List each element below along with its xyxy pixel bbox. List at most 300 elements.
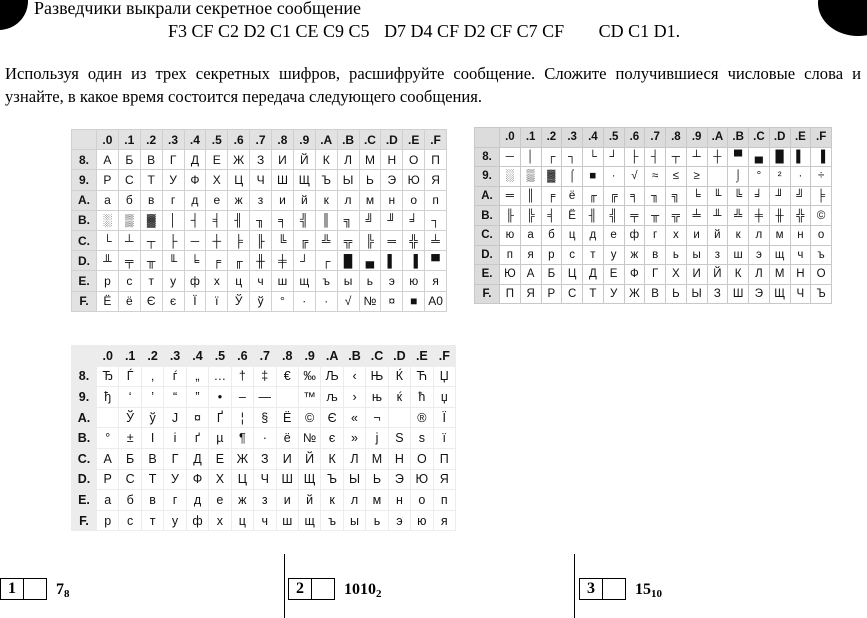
table-row: [475, 147, 832, 167]
row-header: 8.: [475, 147, 500, 167]
code-cell: Г: [164, 448, 186, 469]
code-cell: о: [403, 190, 425, 210]
code-cell: м: [359, 190, 381, 210]
code-cell: А: [520, 265, 541, 285]
row-header: A.: [72, 190, 97, 210]
code-cell: о: [811, 225, 832, 245]
table-row: [475, 186, 832, 206]
column-header: [72, 346, 97, 367]
code-cell: з: [707, 245, 728, 265]
code-cell: д: [583, 225, 604, 245]
code-cell: ┘: [603, 147, 624, 167]
code-cell: м: [366, 490, 388, 511]
code-cell: №: [298, 428, 320, 449]
column-header: .B: [728, 128, 749, 148]
task-text: Используя один из трех секретных шифров, расшифруйте сообщение. Сложите получившиеся числовые слова и узнайте, в какое время состоится передача следующего сообщения.: [5, 64, 861, 106]
code-cell: ѓ: [164, 366, 186, 387]
code-cell: П: [425, 150, 447, 170]
code-cell: У: [164, 469, 186, 490]
code-cell: ≥: [686, 167, 707, 187]
code-cell: Њ: [366, 366, 388, 387]
code-cell: Ї: [433, 407, 455, 428]
row-header: C.: [72, 230, 97, 250]
code-cell: ш: [728, 245, 749, 265]
code-cell: ъ: [811, 245, 832, 265]
answer-checkbox[interactable]: [23, 578, 47, 600]
code-cell: П: [500, 284, 521, 304]
code-cell: §: [254, 407, 276, 428]
code-cell: ╞: [811, 186, 832, 206]
code-cell: ╪: [749, 206, 770, 226]
code-cell: й: [298, 490, 320, 511]
code-cell: Љ: [321, 366, 343, 387]
message-word-2: D7 D4 CF D2 CF C7 CF: [384, 21, 565, 41]
code-cell: Я: [520, 284, 541, 304]
column-header: .E: [411, 346, 433, 367]
code-cell: Ш: [276, 469, 298, 490]
code-cell: ј: [366, 428, 388, 449]
code-cell: ┬: [666, 147, 687, 167]
code-cell: Ј: [164, 407, 186, 428]
code-cell: ┌: [315, 251, 337, 271]
code-cell: і: [164, 428, 186, 449]
code-cell: Щ: [769, 284, 790, 304]
row-header: B.: [475, 206, 500, 226]
code-cell: Х: [666, 265, 687, 285]
answer-value: $1010_2$: [344, 581, 382, 600]
code-cell: б: [118, 190, 140, 210]
code-cell: є: [162, 291, 184, 311]
code-cell: э: [381, 271, 403, 291]
code-cell: ж: [231, 490, 253, 511]
code-cell: Ь: [359, 170, 381, 190]
code-cell: С: [562, 284, 583, 304]
code-cell: Ы: [686, 284, 707, 304]
code-cell: ·: [254, 428, 276, 449]
code-cell: х: [209, 510, 231, 531]
code-cell: Д: [583, 265, 604, 285]
code-cell: ║: [315, 210, 337, 230]
message-word-3: CD C1 D1.: [598, 21, 681, 41]
code-cell: ╓: [583, 186, 604, 206]
code-cell: Д: [186, 448, 208, 469]
code-cell: І: [141, 428, 163, 449]
code-cell: у: [603, 245, 624, 265]
code-cell: В: [140, 150, 162, 170]
code-cell: с: [562, 245, 583, 265]
code-cell: Ю: [411, 469, 433, 490]
code-cell: ћ: [411, 387, 433, 408]
code-cell: й: [293, 190, 315, 210]
answer-checkbox[interactable]: [311, 578, 335, 600]
code-cell: Ё: [97, 291, 119, 311]
code-cell: Х: [209, 469, 231, 490]
code-cell: К: [321, 448, 343, 469]
code-cell: ╧: [425, 230, 447, 250]
code-cell: т: [140, 271, 162, 291]
code-cell: —: [254, 387, 276, 408]
code-cell: ╗: [337, 210, 359, 230]
code-cell: ⌡: [728, 167, 749, 187]
code-cell: └: [583, 147, 604, 167]
code-cell: Б: [541, 265, 562, 285]
table-row: [72, 291, 447, 311]
code-cell: ь: [666, 245, 687, 265]
code-cell: °: [97, 428, 119, 449]
code-cell: Н: [388, 448, 410, 469]
code-cell: Ъ: [315, 170, 337, 190]
code-cell: ©: [811, 206, 832, 226]
code-cell: ф: [186, 510, 208, 531]
code-cell: ф: [624, 225, 645, 245]
code-cell: Ч: [254, 469, 276, 490]
code-cell: ¦: [231, 407, 253, 428]
code-cell: ╧: [686, 206, 707, 226]
code-cell: ╚: [272, 230, 294, 250]
code-cell: ░: [97, 210, 119, 230]
code-cell: ґ: [186, 428, 208, 449]
code-cell: А: [97, 448, 119, 469]
code-cell: Й: [298, 448, 320, 469]
code-cell: Ы: [337, 170, 359, 190]
code-cell: Й: [293, 150, 315, 170]
code-cell: ▐: [811, 147, 832, 167]
code-cell: ”: [186, 387, 208, 408]
code-cell: М: [359, 150, 381, 170]
code-cell: Н: [381, 150, 403, 170]
code-cell: Є: [321, 407, 343, 428]
table-row: [475, 225, 832, 245]
table-row: [72, 251, 447, 271]
code-cell: ╛: [749, 186, 770, 206]
code-cell: В: [141, 448, 163, 469]
code-cell: ·: [790, 167, 811, 187]
column-header: .8: [272, 130, 294, 150]
code-cell: Ќ: [388, 366, 410, 387]
code-cell: [97, 407, 119, 428]
code-cell: у: [162, 271, 184, 291]
code-cell: г: [645, 225, 666, 245]
code-cell: Т: [140, 170, 162, 190]
code-cell: ┐: [425, 210, 447, 230]
column-header: .1: [119, 346, 141, 367]
code-cell: Л: [337, 150, 359, 170]
column-header: .2: [541, 128, 562, 148]
code-cell: Ў: [119, 407, 141, 428]
code-cell: Ю: [403, 170, 425, 190]
code-cell: ╢: [583, 206, 604, 226]
column-header: .B: [343, 346, 365, 367]
code-cell: ┌: [541, 147, 562, 167]
cipher-table-1: [71, 129, 447, 312]
code-cell: ¶: [231, 428, 253, 449]
secret-message: [168, 21, 680, 41]
code-cell: ╫: [250, 251, 272, 271]
code-cell: Ц: [231, 469, 253, 490]
code-cell: ═: [381, 230, 403, 250]
code-cell: Ф: [184, 170, 206, 190]
code-cell: Џ: [433, 366, 455, 387]
table-header-row: [475, 128, 832, 148]
code-cell: ф: [184, 271, 206, 291]
code-cell: Р: [541, 284, 562, 304]
code-cell: ╬: [403, 230, 425, 250]
code-cell: ∙: [293, 291, 315, 311]
code-cell: ╖: [250, 210, 272, 230]
column-header: .3: [164, 346, 186, 367]
table-header-row: [72, 346, 456, 367]
column-header: .A: [321, 346, 343, 367]
code-cell: К: [728, 265, 749, 285]
code-cell: ≈: [645, 167, 666, 187]
code-cell: ы: [337, 271, 359, 291]
code-cell: ╢: [228, 210, 250, 230]
answer-number: 2: [288, 578, 312, 600]
table-row: [475, 206, 832, 226]
code-cell: ъ: [315, 271, 337, 291]
code-cell: ─: [500, 147, 521, 167]
code-cell: Й: [707, 265, 728, 285]
table-row: [72, 490, 456, 511]
column-header: .B: [337, 130, 359, 150]
column-header: .3: [162, 130, 184, 150]
code-cell: ц: [228, 271, 250, 291]
code-cell: ▄: [359, 251, 381, 271]
code-cell: ю: [411, 510, 433, 531]
code-cell: ╛: [403, 210, 425, 230]
code-cell: ®: [411, 407, 433, 428]
row-header: A.: [72, 407, 97, 428]
table-row: [72, 271, 447, 291]
code-cell: у: [164, 510, 186, 531]
code-cell: ▀: [425, 251, 447, 271]
table-row: [475, 265, 832, 285]
code-cell: Д: [184, 150, 206, 170]
column-header: .F: [811, 128, 832, 148]
code-cell: и: [272, 190, 294, 210]
code-cell: ╠: [359, 230, 381, 250]
code-cell: Ъ: [321, 469, 343, 490]
code-cell: ж: [624, 245, 645, 265]
code-cell: в: [140, 190, 162, 210]
code-cell: а: [97, 490, 119, 511]
code-cell: ╨: [97, 251, 119, 271]
code-cell: [707, 167, 728, 187]
column-header: .3: [562, 128, 583, 148]
column-header: .F: [425, 130, 447, 150]
row-header: C.: [72, 448, 97, 469]
code-cell: €: [276, 366, 298, 387]
column-header: .1: [118, 130, 140, 150]
code-cell: ▒: [520, 167, 541, 187]
code-cell: Ф: [186, 469, 208, 490]
column-header: .4: [186, 346, 208, 367]
code-cell: Ё: [562, 206, 583, 226]
code-cell: •: [209, 387, 231, 408]
column-header: .7: [250, 130, 272, 150]
code-cell: ╙: [162, 251, 184, 271]
column-header: .8: [666, 128, 687, 148]
code-cell: П: [433, 448, 455, 469]
code-cell: ы: [343, 510, 365, 531]
code-cell: │: [162, 210, 184, 230]
code-cell: »: [343, 428, 365, 449]
code-cell: ╤: [118, 251, 140, 271]
answer-checkbox[interactable]: [602, 578, 626, 600]
code-cell: ©: [298, 407, 320, 428]
row-header: 9.: [72, 387, 97, 408]
code-cell: о: [411, 490, 433, 511]
code-cell: н: [790, 225, 811, 245]
code-cell: Я: [433, 469, 455, 490]
code-cell: ╘: [686, 186, 707, 206]
code-cell: Ц: [228, 170, 250, 190]
code-cell: Н: [790, 265, 811, 285]
code-cell: М: [366, 448, 388, 469]
code-cell: г: [164, 490, 186, 511]
code-cell: З: [707, 284, 728, 304]
code-cell: ╟: [500, 206, 521, 226]
answer-value: $15_{10}$: [635, 581, 662, 600]
table-row: [72, 170, 447, 190]
code-cell: ┐: [562, 147, 583, 167]
code-cell: ╫: [769, 206, 790, 226]
code-cell: М: [769, 265, 790, 285]
code-cell: ѕ: [411, 428, 433, 449]
code-cell: р: [541, 245, 562, 265]
code-cell: з: [250, 190, 272, 210]
code-cell: ™: [298, 387, 320, 408]
code-cell: н: [381, 190, 403, 210]
code-cell: п: [425, 190, 447, 210]
row-header: B.: [72, 428, 97, 449]
code-cell: б: [541, 225, 562, 245]
code-cell: Г: [162, 150, 184, 170]
code-cell: ч: [790, 245, 811, 265]
code-cell: ╠: [520, 206, 541, 226]
code-cell: ¤: [186, 407, 208, 428]
code-cell: ┘: [293, 251, 315, 271]
code-cell: █: [337, 251, 359, 271]
code-cell: И: [272, 150, 294, 170]
code-cell: в: [141, 490, 163, 511]
code-cell: љ: [321, 387, 343, 408]
code-cell: Э: [388, 469, 410, 490]
code-cell: ╖: [645, 186, 666, 206]
row-header: D.: [72, 469, 97, 490]
code-cell: «: [343, 407, 365, 428]
code-cell: ы: [686, 245, 707, 265]
table-row: [475, 284, 832, 304]
table-row: [72, 407, 456, 428]
code-cell: ‰: [298, 366, 320, 387]
row-header: D.: [72, 251, 97, 271]
code-cell: З: [254, 448, 276, 469]
code-cell: ю: [500, 225, 521, 245]
code-cell: ▓: [140, 210, 162, 230]
code-cell: °: [272, 291, 294, 311]
code-cell: Е: [206, 150, 228, 170]
code-cell: ∙: [603, 167, 624, 187]
code-cell: ▒: [118, 210, 140, 230]
code-cell: ÷: [811, 167, 832, 187]
code-cell: ║: [520, 186, 541, 206]
table-row: [72, 448, 456, 469]
code-cell: A0: [425, 291, 447, 311]
code-cell: О: [811, 265, 832, 285]
code-cell: ‘: [119, 387, 141, 408]
code-cell: ‚: [141, 366, 163, 387]
code-cell: э: [388, 510, 410, 531]
code-cell: ╜: [381, 210, 403, 230]
code-cell: ├: [624, 147, 645, 167]
answer-divider-2: [574, 554, 575, 618]
code-cell: └: [97, 230, 119, 250]
code-cell: ╜: [769, 186, 790, 206]
code-cell: р: [97, 510, 119, 531]
code-cell: ю: [403, 271, 425, 291]
code-cell: ш: [272, 271, 294, 291]
code-cell: √: [624, 167, 645, 187]
code-cell: к: [315, 190, 337, 210]
code-cell: ▀: [728, 147, 749, 167]
column-header: .D: [381, 130, 403, 150]
code-cell: а: [520, 225, 541, 245]
code-cell: Б: [119, 448, 141, 469]
code-cell: И: [686, 265, 707, 285]
code-cell: ╣: [293, 210, 315, 230]
answer-number: 1: [0, 578, 24, 600]
code-cell: й: [707, 225, 728, 245]
row-header: F.: [475, 284, 500, 304]
column-header: .A: [707, 128, 728, 148]
code-cell: я: [520, 245, 541, 265]
code-cell: ё: [562, 186, 583, 206]
code-cell: ╚: [728, 186, 749, 206]
code-cell: ═: [500, 186, 521, 206]
code-cell: ┼: [206, 230, 228, 250]
code-cell: Э: [749, 284, 770, 304]
code-cell: ╡: [541, 206, 562, 226]
table-row: [72, 428, 456, 449]
code-cell: ╓: [228, 251, 250, 271]
code-cell: с: [119, 510, 141, 531]
column-header: .7: [254, 346, 276, 367]
table-row: [475, 245, 832, 265]
code-cell: Е: [603, 265, 624, 285]
code-cell: ▄: [749, 147, 770, 167]
code-cell: ђ: [97, 387, 119, 408]
code-cell: …: [209, 366, 231, 387]
code-cell: ь: [359, 271, 381, 291]
code-cell: ┴: [686, 147, 707, 167]
code-cell: Л: [749, 265, 770, 285]
code-cell: з: [254, 490, 276, 511]
code-cell: Ґ: [209, 407, 231, 428]
column-header: .C: [366, 346, 388, 367]
code-cell: Л: [343, 448, 365, 469]
code-cell: Ч: [790, 284, 811, 304]
column-header: .C: [749, 128, 770, 148]
code-cell: ╡: [206, 210, 228, 230]
code-cell: ц: [562, 225, 583, 245]
code-cell: Ж: [231, 448, 253, 469]
code-cell: Ђ: [97, 366, 119, 387]
code-cell: Ї: [184, 291, 206, 311]
code-cell: ╟: [250, 230, 272, 250]
code-cell: ┤: [645, 147, 666, 167]
code-cell: ‹: [343, 366, 365, 387]
